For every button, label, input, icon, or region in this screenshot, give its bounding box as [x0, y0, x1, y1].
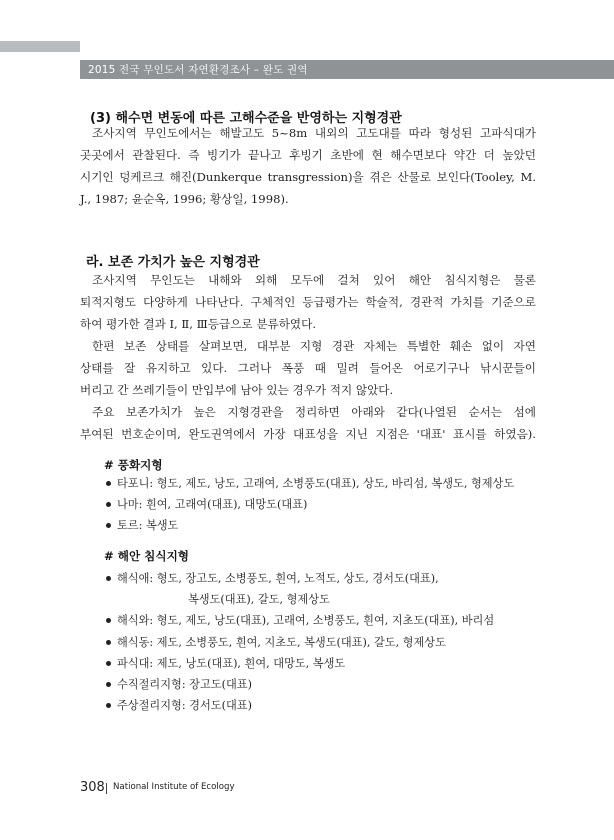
bullet-dot — [106, 576, 111, 581]
list-item — [106, 568, 494, 589]
paragraph-line: 버리고 간 쓰레기들이 만입부에 남아 있는 경우가 적지 않았다. — [80, 383, 394, 397]
list-item — [106, 695, 494, 716]
list-item-text: 수직절리지형: 장고도(대표) — [117, 677, 252, 691]
section-ra-title: 라. 보존 가치가 높은 지형경관 — [86, 255, 260, 270]
paragraph-line: 조사지역 무인도는 내해와 외해 모두에 걸쳐 있어 해안 침식지형은 물론 — [92, 273, 536, 287]
list-item-text: 해식와: 형도, 제도, 낭도(대표), 고래여, 소병풍도, 흰여, 지초도(대표), 바리섬 — [117, 614, 495, 628]
list-item-text: 해식애: 형도, 장고도, 소병풍도, 흰여, 노적도, 상도, 경서도(대표), — [117, 572, 439, 585]
running-header-title: 2015 전국 무인도서 자연환경조사 – 완도 권역 — [88, 64, 308, 76]
footer-organization: National Institute of Ecology — [113, 782, 235, 792]
section-3-paragraph — [80, 122, 536, 210]
list-item — [106, 653, 494, 674]
list-item-text: 토르: 복생도 — [117, 519, 179, 533]
list-item-text: 해식동: 제도, 소병풍도, 흰여, 지초도, 복생도(대표), 갈도, 형제상도 — [117, 635, 446, 649]
weathering-list — [106, 473, 514, 537]
paragraph-line: 시기인 덩케르크 해진(Dunkerque transgression)을 겪은 산물로 보인다(Tooley, M. — [80, 170, 536, 184]
bullet-dot — [106, 502, 111, 507]
paragraph-line: 주요 보존가치가 높은 지형경관을 정리하면 아래와 같다(나열된 순서는 섬에 — [92, 405, 536, 419]
section-ra-paragraph-1 — [80, 269, 536, 335]
page-number: 308 — [80, 780, 105, 795]
list-item-text: 나마: 흰여, 고래여(대표), 대망도(대표) — [117, 498, 308, 512]
paragraph-line: J., 1987; 윤순옥, 1996; 황상일, 1998). — [80, 192, 289, 206]
bullet-dot — [106, 661, 111, 666]
header-band-gap — [80, 41, 614, 52]
bullet-dot — [106, 640, 111, 645]
list-item-text: 파식대: 제도, 낭도(대표), 흰여, 대망도, 복생도 — [117, 656, 346, 670]
paragraph-line: 부여된 번호순이며, 완도권역에서 가장 대표성을 지닌 지점은 '대표' 표시를 하였음). — [80, 427, 536, 441]
section-ra-paragraph-3 — [80, 401, 536, 445]
bullet-dot — [106, 703, 111, 708]
weathering-heading: # 풍화지형 — [104, 458, 163, 472]
bullet-dot — [106, 682, 111, 687]
footer-divider — [106, 783, 107, 794]
list-item — [106, 494, 514, 515]
list-item — [106, 610, 494, 631]
list-item-text: 타포니: 형도, 제도, 낭도, 고래여, 소병풍도(대표), 상도, 바리섬, 복생도, 형제상도 — [117, 477, 515, 490]
list-item — [106, 515, 514, 536]
section-ra-paragraph-2 — [80, 335, 536, 401]
coastal-list — [106, 568, 494, 716]
list-item-text: 주상절리지형: 경서도(대표) — [117, 699, 252, 713]
paragraph-line: 하여 평가한 결과 Ⅰ, Ⅱ, Ⅲ등급으로 분류하였다. — [80, 317, 317, 331]
paragraph-line: 퇴적지형도 다양하게 나타난다. 구체적인 등급평가는 학술적, 경관적 가치를 기준으로 — [80, 295, 536, 309]
list-item-continuation: 복생도(대표), 갈도, 형제상도 — [188, 593, 330, 607]
coastal-heading: # 해안 침식지형 — [104, 549, 189, 563]
paragraph-line: 한편 보존 상태를 살펴보면, 대부분 지형 경관 자체는 특별한 훼손 없이 자연 — [92, 339, 536, 353]
bullet-dot — [106, 618, 111, 623]
paragraph-line: 상태를 잘 유지하고 있다. 그러나 폭풍 때 밀려 들어온 어로기구나 낚시꾼들이 — [80, 361, 536, 375]
list-item — [106, 473, 514, 494]
bullet-dot — [106, 523, 111, 528]
bullet-dot — [106, 481, 111, 486]
paragraph-line: 곳곳에서 관찰된다. 즉 빙기가 끝나고 후빙기 초반에 현 해수면보다 약간 더 높았던 — [80, 148, 536, 162]
paragraph-line: 조사지역 무인도에서는 해발고도 5~8m 내외의 고도대를 따라 형성된 고파식대가 — [92, 126, 536, 140]
list-item — [106, 632, 494, 653]
section-3-title: (3) 해수면 변동에 따른 고해수준을 반영하는 지형경관 — [90, 111, 402, 126]
list-item — [106, 674, 494, 695]
